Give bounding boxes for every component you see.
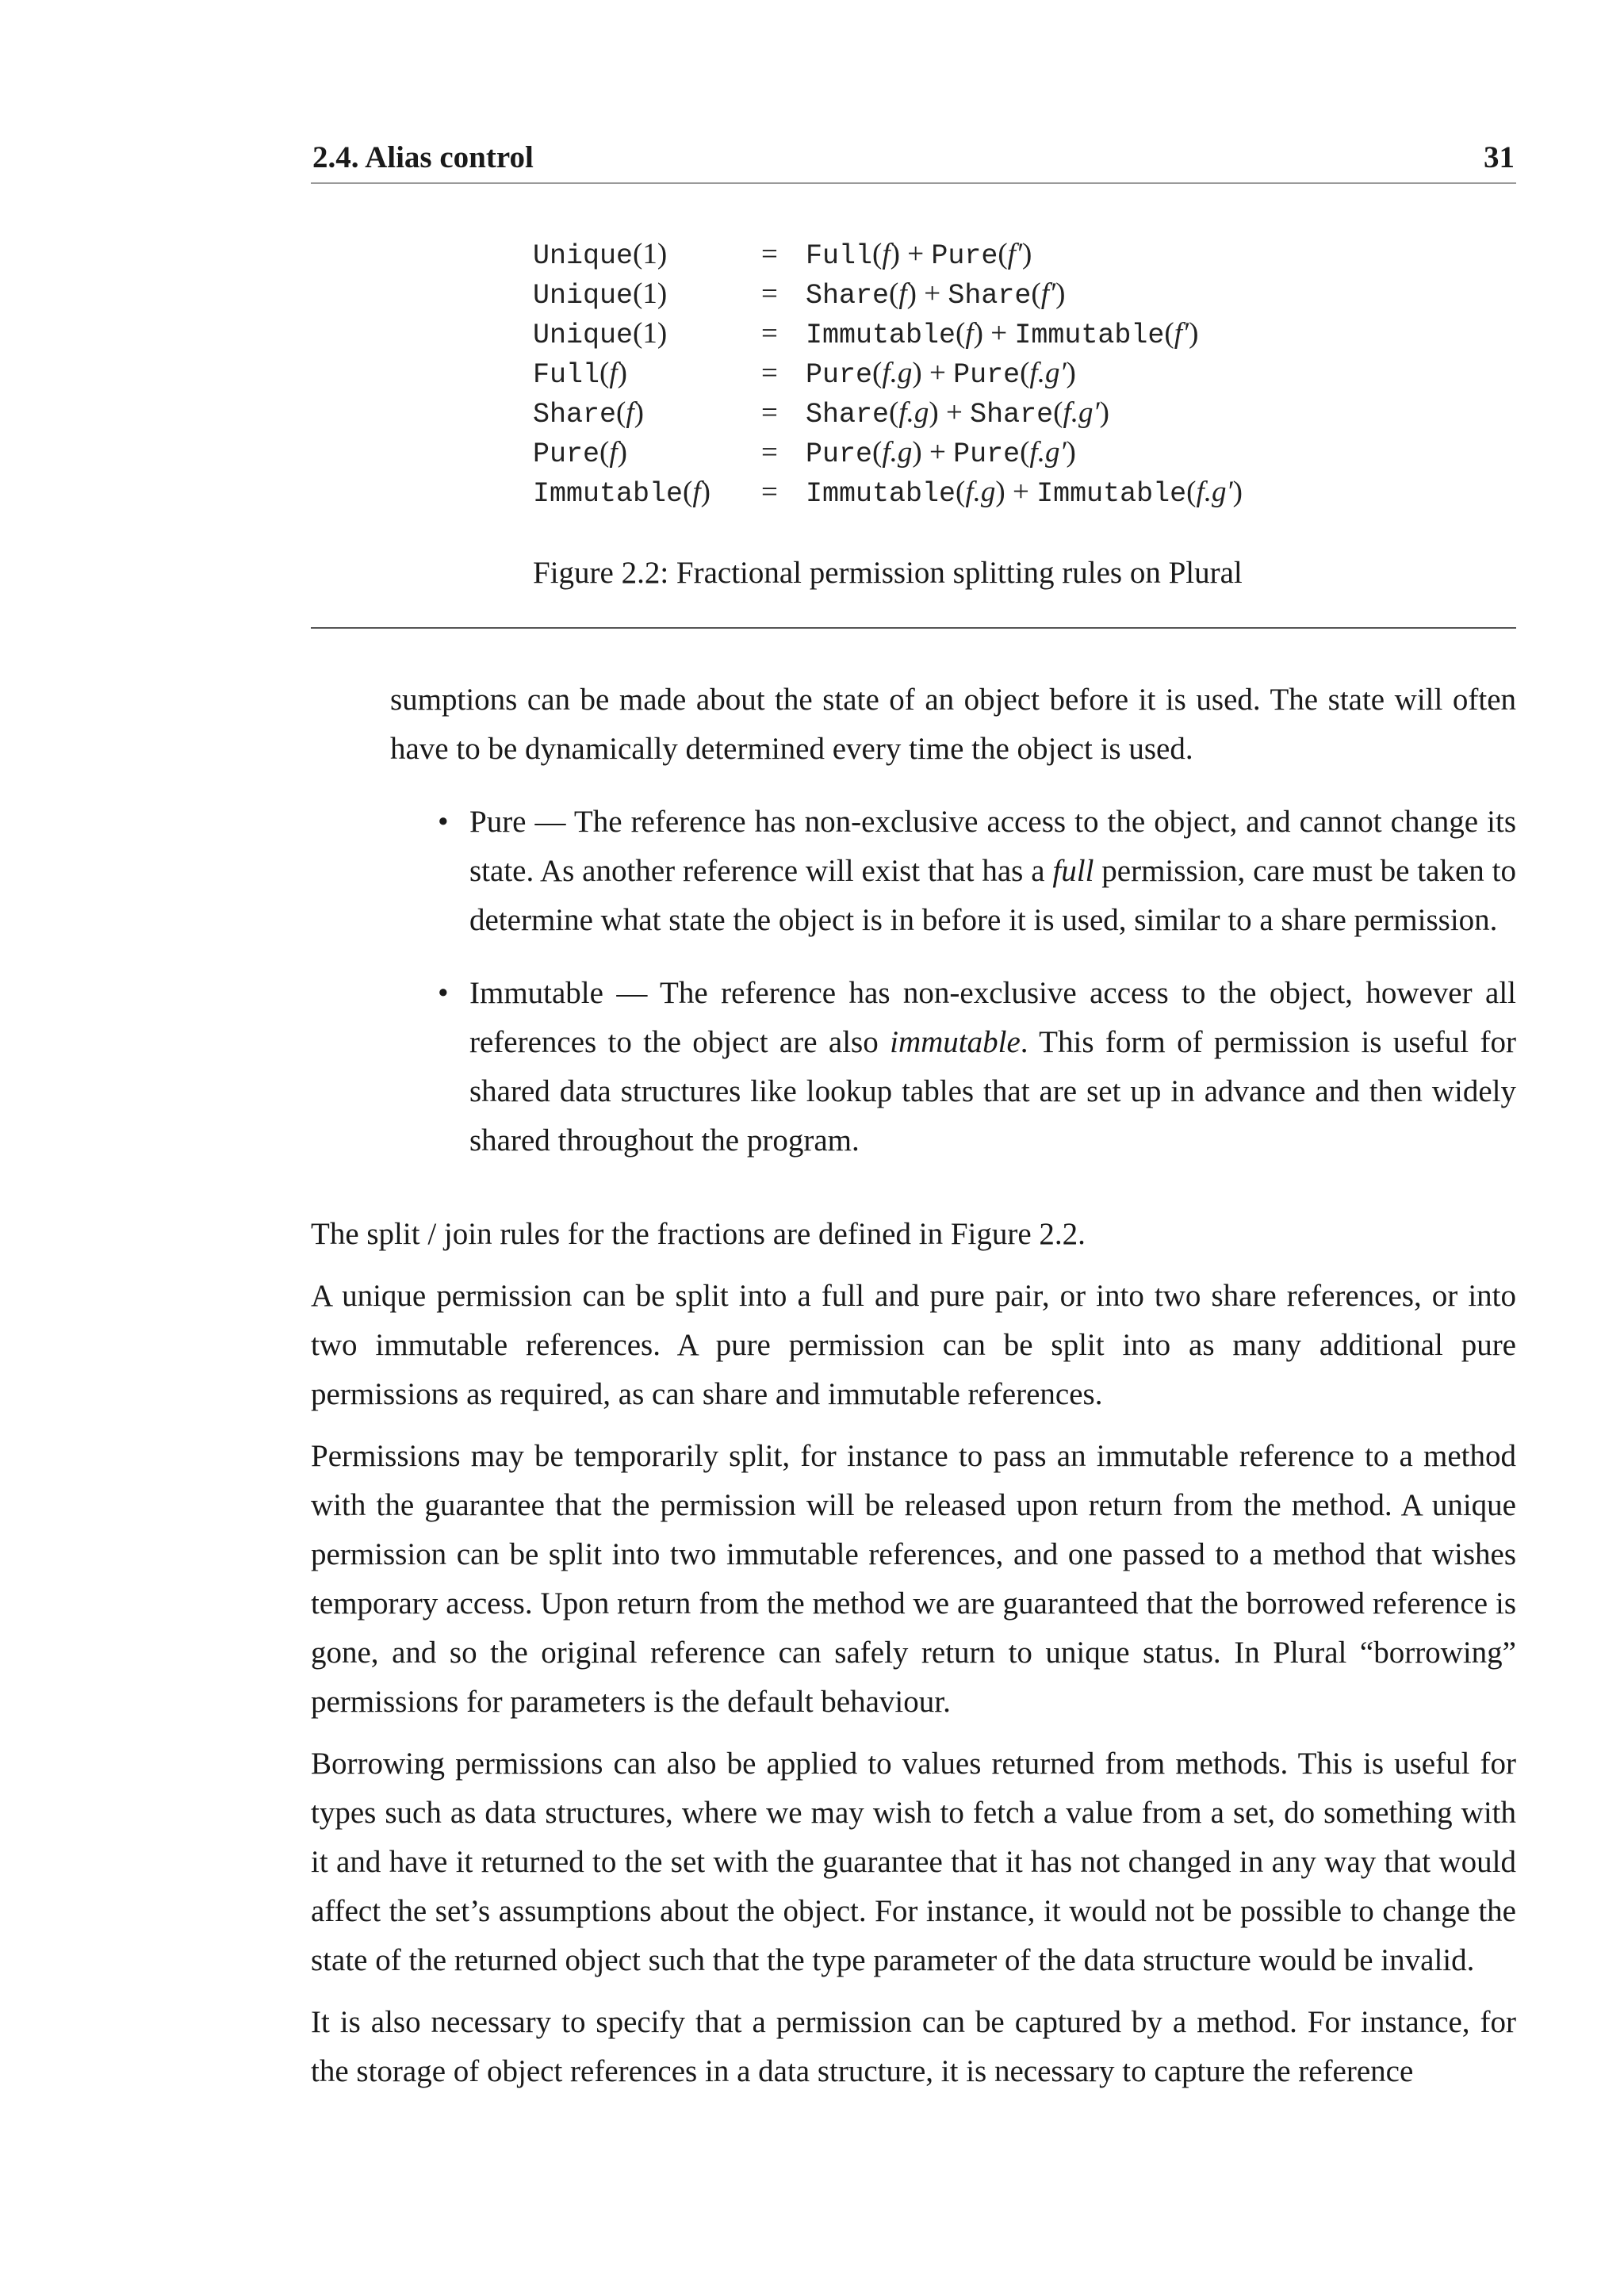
permission-arg: f bbox=[965, 317, 974, 350]
permission-arg: f bbox=[692, 476, 701, 508]
paragraph: A unique permission can be split into a full and pure pair, or into two share references, or into two immutable references. A pure permission can be split into as many additional pure permissions as required, as can share and immutable references. bbox=[311, 1279, 1516, 1411]
bullet-text: Pure — The reference has non-exclusive access to the object, and cannot change its state. As another reference will exist that has a bbox=[469, 805, 1516, 888]
equation-rhs bbox=[806, 393, 1109, 434]
permission-name: Full bbox=[533, 359, 600, 391]
permission-arg: f bbox=[898, 277, 907, 310]
permission-name: Pure bbox=[953, 438, 1021, 470]
paren: ) bbox=[1066, 436, 1076, 469]
permission-name: Share bbox=[948, 280, 1032, 312]
equals-sign: = bbox=[761, 238, 778, 270]
permission-name: Share bbox=[806, 280, 890, 312]
equals-sign: = bbox=[761, 317, 778, 350]
equals-sign: = bbox=[761, 396, 778, 429]
permission-name: Immutable bbox=[806, 320, 956, 351]
permission-arg: 1 bbox=[642, 317, 657, 350]
bullet-marker: • bbox=[438, 805, 449, 839]
paren: ) bbox=[657, 317, 668, 350]
permission-arg: f′ bbox=[1174, 317, 1189, 350]
permission-arg: f.g bbox=[965, 476, 996, 508]
bullet-text: Immutable — The reference has non-exclusive access to the object, however all references to the object are also bbox=[469, 976, 1516, 1059]
plus-sign: + bbox=[916, 277, 948, 310]
equation-lhs bbox=[533, 433, 627, 474]
plus-sign: + bbox=[938, 396, 971, 429]
permission-arg: f bbox=[626, 396, 634, 429]
paren: ) bbox=[995, 476, 1005, 508]
permission-name: Pure bbox=[806, 438, 873, 470]
paren: ) bbox=[617, 357, 627, 389]
paren: ( bbox=[1031, 277, 1041, 310]
paren: ( bbox=[872, 436, 883, 469]
equals-sign: = bbox=[761, 357, 778, 389]
equation-rhs bbox=[806, 433, 1076, 474]
paren: ( bbox=[633, 317, 643, 350]
permission-arg: f.g bbox=[882, 357, 913, 389]
bullet-item-pure bbox=[390, 798, 1516, 945]
equation-lhs bbox=[533, 473, 710, 514]
equation-lhs bbox=[533, 274, 667, 316]
paren: ) bbox=[929, 396, 939, 429]
permission-arg: f.g′ bbox=[1029, 357, 1067, 389]
paren: ) bbox=[973, 317, 983, 350]
paren: ( bbox=[956, 476, 966, 508]
paren: ( bbox=[633, 277, 643, 310]
emphasis-text: full bbox=[1052, 854, 1094, 888]
permission-name: Share bbox=[970, 399, 1054, 430]
permission-arg: f′ bbox=[1040, 277, 1056, 310]
paren: ( bbox=[1020, 357, 1030, 389]
permission-arg: f bbox=[609, 436, 618, 469]
figure-divider bbox=[311, 627, 1516, 629]
paren: ( bbox=[633, 238, 643, 270]
section-title: 2.4. Alias control bbox=[312, 140, 534, 174]
paren: ( bbox=[956, 317, 966, 350]
paren: ( bbox=[616, 396, 626, 429]
equation-lhs bbox=[533, 354, 627, 395]
paren: ) bbox=[1232, 476, 1243, 508]
permission-arg: f bbox=[882, 238, 891, 270]
paren: ( bbox=[872, 357, 883, 389]
paragraph: Borrowing permissions can also be applied to values returned from methods. This is useful for types such as data structures, where we may wish to fetch a value from a set, do something with it and have it returned to the set with the guarantee that it has not changed in any way that would affect the set’s assumptions about the object. For instance, it would not be possible to change the state of the returned object such that the type parameter of the data structure would be invalid. bbox=[311, 1747, 1516, 1977]
equals-sign: = bbox=[761, 476, 778, 508]
paren: ) bbox=[1066, 357, 1076, 389]
permission-name: Unique bbox=[533, 240, 634, 272]
plus-sign: + bbox=[899, 238, 932, 270]
paren: ) bbox=[657, 277, 668, 310]
permission-name: Full bbox=[806, 240, 873, 272]
permission-name: Pure bbox=[953, 359, 1021, 391]
bullet-text: permission, care must be taken to determine what state the object is in before it is used, similar to a share permission. bbox=[469, 854, 1516, 937]
paren: ) bbox=[890, 238, 900, 270]
paren: ) bbox=[634, 396, 644, 429]
equals-sign: = bbox=[761, 436, 778, 469]
paren: ) bbox=[912, 357, 922, 389]
permission-arg: 1 bbox=[642, 238, 657, 270]
permission-name: Immutable bbox=[806, 478, 956, 510]
permission-name: Pure bbox=[931, 240, 998, 272]
continued-paragraph: sumptions can be made about the state of an object before it is used. The state will often have to be dynamically determined every time the object is used. bbox=[390, 683, 1516, 766]
emphasis-text: immutable bbox=[890, 1025, 1021, 1059]
equation-lhs bbox=[533, 393, 644, 434]
bullet-marker: • bbox=[438, 976, 449, 1010]
equation-rhs bbox=[806, 314, 1198, 355]
permission-arg: 1 bbox=[642, 277, 657, 310]
paren: ( bbox=[872, 238, 883, 270]
page-number: 31 bbox=[1484, 140, 1515, 174]
permission-arg: f′ bbox=[1007, 238, 1023, 270]
equation-rhs bbox=[806, 274, 1065, 316]
body-bullets-block bbox=[311, 675, 1516, 1189]
permission-name: Share bbox=[533, 399, 617, 430]
permission-name: Share bbox=[806, 399, 890, 430]
paren: ) bbox=[657, 238, 668, 270]
paren: ) bbox=[1022, 238, 1032, 270]
plus-sign: + bbox=[921, 357, 954, 389]
permission-name: Immutable bbox=[1014, 320, 1165, 351]
permission-name: Pure bbox=[806, 359, 873, 391]
paren: ( bbox=[1020, 436, 1030, 469]
bullet-item-immutable bbox=[390, 969, 1516, 1165]
body-paragraphs bbox=[311, 1210, 1516, 2109]
bullet-text: . This form of permission is useful for shared data structures like lookup tables that are set up in advance and then widely shared throughout the program. bbox=[469, 1025, 1516, 1158]
paren: ( bbox=[1053, 396, 1063, 429]
equals-sign: = bbox=[761, 277, 778, 310]
plus-sign: + bbox=[921, 436, 954, 469]
paren: ( bbox=[889, 277, 899, 310]
paren: ) bbox=[1099, 396, 1109, 429]
permission-name: Immutable bbox=[533, 478, 684, 510]
paren: ) bbox=[1189, 317, 1199, 350]
paren: ( bbox=[599, 436, 610, 469]
permission-name: Pure bbox=[533, 438, 600, 470]
permission-arg: f.g bbox=[898, 396, 929, 429]
equation-rhs bbox=[806, 354, 1076, 395]
permission-name: Unique bbox=[533, 280, 634, 312]
paren: ) bbox=[617, 436, 627, 469]
permission-name: Unique bbox=[533, 320, 634, 351]
permission-arg: f.g′ bbox=[1029, 436, 1067, 469]
equation-lhs bbox=[533, 235, 667, 276]
paren: ) bbox=[912, 436, 922, 469]
plus-sign: + bbox=[1005, 476, 1037, 508]
permission-name: Immutable bbox=[1036, 478, 1187, 510]
paren: ) bbox=[906, 277, 917, 310]
paragraph: It is also necessary to specify that a permission can be captured by a method. For instance, for the storage of object references in a data structure, it is necessary to capture the reference bbox=[311, 2005, 1516, 2088]
equation-lhs bbox=[533, 314, 667, 355]
equation-rhs bbox=[806, 473, 1243, 514]
running-header bbox=[311, 135, 1516, 184]
paren: ( bbox=[683, 476, 693, 508]
equation-rhs bbox=[806, 235, 1032, 276]
paren: ) bbox=[1055, 277, 1066, 310]
permission-arg: f.g bbox=[882, 436, 913, 469]
permission-arg: f.g′ bbox=[1063, 396, 1100, 429]
paren: ( bbox=[1186, 476, 1197, 508]
figure-caption: Figure 2.2: Fractional permission splitting rules on Plural bbox=[533, 556, 1243, 590]
paren: ) bbox=[700, 476, 710, 508]
paren: ( bbox=[599, 357, 610, 389]
paren: ( bbox=[998, 238, 1008, 270]
paragraph: The split / join rules for the fractions are defined in Figure 2.2. bbox=[311, 1217, 1086, 1251]
permission-arg: f bbox=[609, 357, 618, 389]
permission-arg: f.g′ bbox=[1196, 476, 1233, 508]
paragraph: Permissions may be temporarily split, for instance to pass an immutable reference to a method with the guarantee that the permission will be released upon return from the method. A unique permission can be split into two immutable references, and one passed to a method that wishes temporary access. Upon return from the method we are guaranteed that the borrowed reference is gone, and so the original reference can safely return to unique status. In Plural “borrowing” permissions for parameters is the default behaviour. bbox=[311, 1439, 1516, 1719]
paren: ( bbox=[1164, 317, 1174, 350]
paren: ( bbox=[889, 396, 899, 429]
plus-sign: + bbox=[982, 317, 1015, 350]
